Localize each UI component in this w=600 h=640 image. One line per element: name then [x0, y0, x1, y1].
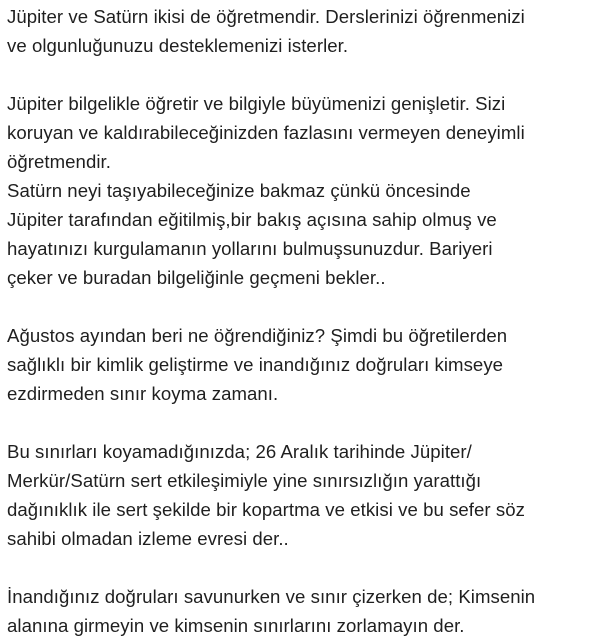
- text-line: dağınıklık ile sert şekilde bir kopartma ve etkisi ve bu sefer söz: [7, 499, 525, 520]
- text-line: İnandığınız doğruları savunurken ve sınır çizerken de; Kimsenin: [7, 586, 536, 607]
- text-line: sahibi olmadan izleme evresi der..: [7, 528, 289, 549]
- paragraph-5: [7, 582, 597, 640]
- paragraph-3: [7, 321, 597, 408]
- paragraph-gap: [7, 292, 597, 321]
- text-line: Jüpiter tarafından eğitilmiş,bir bakış açısına sahip olmuş ve: [7, 209, 497, 230]
- paragraph-gap: [7, 408, 597, 437]
- text-line: Jüpiter bilgelikle öğretir ve bilgiyle büyümenizi genişletir. Sizi: [7, 93, 506, 114]
- text-line: ezdirmeden sınır koyma zamanı.: [7, 383, 279, 404]
- text-line: öğretmendir.: [7, 151, 111, 172]
- text-line: Bu sınırları koyamadığınızda; 26 Aralık tarihinde Jüpiter/: [7, 441, 472, 462]
- text-line: Merkür/Satürn sert etkileşimiyle yine sınırsızlığın yarattığı: [7, 470, 482, 491]
- text-line: sağlıklı bir kimlik geliştirme ve inandığınız doğruları kimseye: [7, 354, 504, 375]
- paragraph-gap: [7, 553, 597, 582]
- paragraph-1: [7, 2, 597, 60]
- text-line: Ağustos ayından beri ne öğrendiğiniz? Şimdi bu öğretilerden: [7, 325, 508, 346]
- paragraph-4: [7, 437, 597, 553]
- text-line: Jüpiter ve Satürn ikisi de öğretmendir. Derslerinizi öğrenmenizi: [7, 6, 525, 27]
- paragraph-2: [7, 89, 597, 292]
- paragraph-gap: [7, 60, 597, 89]
- text-line: koruyan ve kaldırabileceğinizden fazlasını vermeyen deneyimli: [7, 122, 525, 143]
- document-body: [7, 0, 597, 640]
- text-line: alanına girmeyin ve kimsenin sınırlarını zorlamayın der.: [7, 615, 465, 636]
- text-line: çeker ve buradan bilgeliğinle geçmeni bekler..: [7, 267, 386, 288]
- text-line: hayatınızı kurgulamanın yollarını bulmuşsunuzdur. Bariyeri: [7, 238, 493, 259]
- text-line: ve olgunluğunuzu desteklemenizi isterler.: [7, 35, 349, 56]
- text-line: Satürn neyi taşıyabileceğinize bakmaz çünkü öncesinde: [7, 180, 471, 201]
